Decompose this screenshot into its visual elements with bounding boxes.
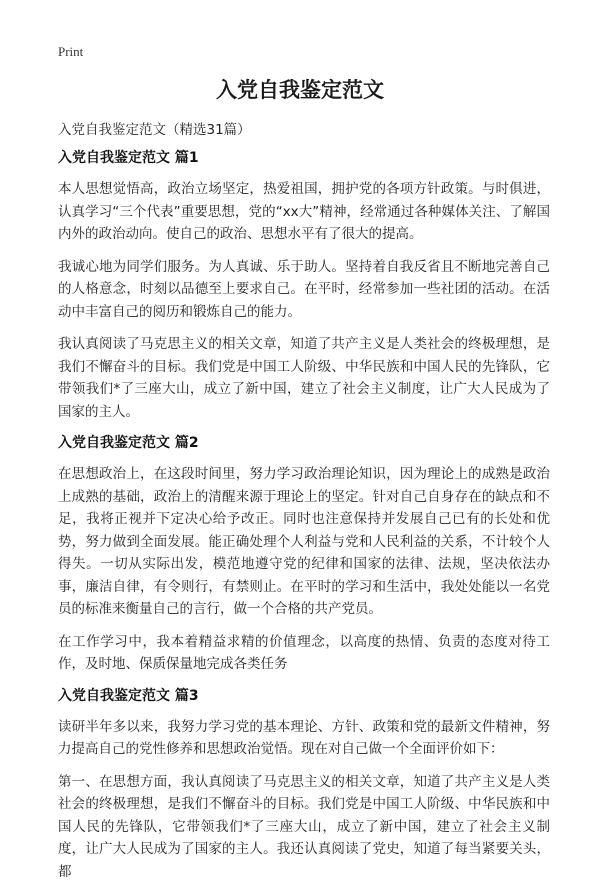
document-body <box>58 148 550 893</box>
paragraph: 我诚心地为同学们服务。为人真诚、乐于助人。坚持着自我反省且不断地完善自己的人格意念，时刻以品德至上要求自己。在平时，经常参加一些社团的活动。在活动中丰富自己的阅历和锻炼自己的能力。 <box>58 258 550 320</box>
paragraph: 第一、在思想方面，我认真阅读了马克思主义的相关文章，知道了共产主义是人类社会的终极理想，是我们不懈奋斗的目标。我们党是中国工人阶级、中华民族和中国人民的先锋队，它带领我们*了三座大山，成立了新中国，建立了社会主义制度，让广大人民成为了国家的主人。我还认真阅读了党史，知道了每当紧要关头，都 <box>58 773 550 880</box>
document-subtitle: 入党自我鉴定范文（精选31篇） <box>58 122 251 138</box>
section-heading: 入党自我鉴定范文 篇1 <box>58 150 199 166</box>
print-label: Print <box>58 44 84 59</box>
document-title: 入党自我鉴定范文 <box>216 78 384 102</box>
section-3 <box>58 686 550 884</box>
paragraph: 读研半年多以来，我努力学习党的基本理论、方针、政策和党的最新文件精神，努力提高自己的党性修养和思想政治觉悟。现在对自己做一个全面评价如下： <box>58 718 550 757</box>
paragraph: 我认真阅读了马克思主义的相关文章，知道了共产主义是人类社会的终极理想，是我们不懈奋斗的目标。我们党是中国工人阶级、中华民族和中国人民的先锋队，它带领我们*了三座大山，成立了新中国，建立了社会主义制度，让广大人民成为了国家的主人。 <box>58 336 550 420</box>
section-heading: 入党自我鉴定范文 篇3 <box>58 687 199 704</box>
paragraph: 在工作学习中，我本着精益求精的价值理念，以高度的热情、负责的态度对待工作，及时地、保质保量地完成各类任务 <box>58 633 550 672</box>
section-1 <box>58 148 550 423</box>
section-2 <box>58 433 550 676</box>
paragraph: 本人思想觉悟高，政治立场坚定，热爱祖国，拥护党的各项方针政策。与时俱进，认真学习“三个代表”重要思想，党的“xx大”精神，经常通过各种媒体关注、了解国内外的政治动向。使自己的政治、思想水平有了很大的提高。 <box>58 181 550 242</box>
paragraph: 在思想政治上，在这段时间里，努力学习政治理论知识，因为理论上的成熟是政治上成熟的基础，政治上的清醒来源于理论上的坚定。针对自己自身存在的缺点和不足，我将正视并下定决心给予改正。同时也注意保持并发展自己已有的长处和优势，努力做到全面发展。能正确处理个人利益与党和人民利益的关系，不计较个人得失。一切从实际出发，模范地遵守党的纪律和国家的法律、法规，坚决依法办事，廉洁自律，有令则行，有禁则止。在平时的学习和生活中，我处处能以一名党员的标准来衡量自己的言行，做一个合格的共产党员。 <box>58 466 550 617</box>
section-heading: 入党自我鉴定范文 篇2 <box>58 435 199 451</box>
